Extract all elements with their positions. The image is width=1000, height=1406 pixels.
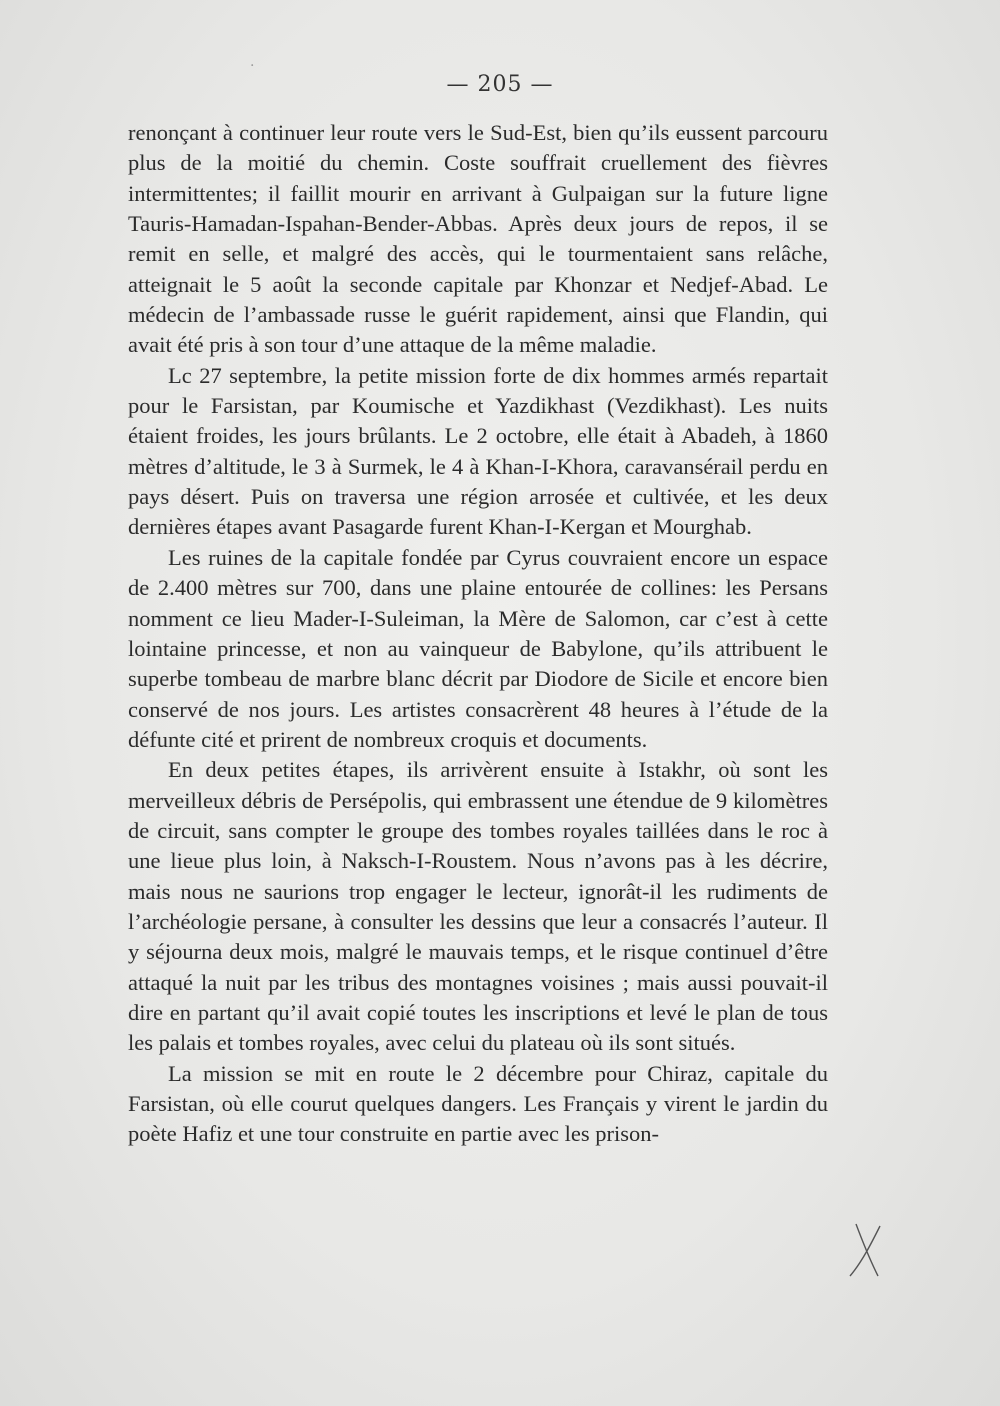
paper-speck: · xyxy=(250,58,255,74)
paragraph-5: La mission se mit en route le 2 décembre pour Chiraz, capitale du Farsistan, où elle courut quelques dangers. Les Français y virent le jardin du poète Hafiz et une tour construite en partie avec les prison- xyxy=(128,1060,828,1147)
body-text xyxy=(128,118,828,1150)
handwritten-x-mark xyxy=(846,1220,886,1280)
paragraph-1: renonçant à continuer leur route vers le Sud-Est, bien qu’ils eussent parcouru plus de la moitié du chemin. Coste souffrait cruellement des fièvres intermittentes; il faillit mourir en arrivant à Gulpaigan sur la future ligne Tauris-Hamadan-Ispahan-Bender-Abbas. Après deux jours de repos, il se remit en selle, et malgré des accès, qui le tourmentaient sans relâche, atteignait le 5 août la seconde capitale par Khonzar et Nedjef-Abad. Le médecin de l’ambassade russe le guérit rapidement, ainsi que Flandin, qui avait été pris à son tour d’une attaque de la même maladie. xyxy=(128,120,828,358)
paragraph-4: En deux petites étapes, ils arrivèrent ensuite à Istakhr, où sont les merveilleux débris de Persépolis, qui embrassent une étendue de 9 kilomètres de circuit, sans compter le groupe des tombes royales taillées dans le roc à une lieue plus loin, à Naksch-I-Roustem. Nous n’avons pas à les décrire, mais nous ne saurions trop engager le lecteur, ignorât-il les rudiments de l’archéologie persane, à consulter les dessins que leur a consacrés l’auteur. Il y séjourna deux mois, malgré le mauvais temps, et le risque continuel d’être attaqué la nuit par les tribus des montagnes voisines ; mais aussi pouvait-il dire en partant qu’il avait copié toutes les inscriptions et levé le plan de tous les palais et tombes royales, avec celui du plateau où ils sont situés. xyxy=(128,757,828,1056)
paragraph-3: Les ruines de la capitale fondée par Cyrus couvraient encore un espace de 2.400 mètres sur 700, dans une plaine entourée de collines: les Persans nomment ce lieu Mader-I-Suleiman, la Mère de Salomon, car c’est à cette lointaine princesse, et non au vainqueur de Babylone, qu’ils attribuent le superbe tombeau de marbre blanc décrit par Diodore de Sicile et encore bien conservé de nos jours. Les artistes consacrèrent 48 heures à l’étude de la défunte cité et prirent de nombreux croquis et documents. xyxy=(128,544,828,752)
page-number: — 205 — xyxy=(446,72,554,97)
paragraph-2: Lc 27 septembre, la petite mission forte de dix hommes armés repartait pour le Farsistan, par Koumische et Yazdikhast (Vezdikhast). Les nuits étaient froides, les jours brûlants. Le 2 octobre, elle était à Abadeh, à 1860 mètres d’altitude, le 3 à Surmek, le 4 à Khan-I-Khora, caravansérail perdu en pays désert. Puis on traversa une région arrosée et cultivée, et les deux dernières étapes avant Pasagarde furent Khan-I-Kergan et Mourghab. xyxy=(128,362,828,540)
